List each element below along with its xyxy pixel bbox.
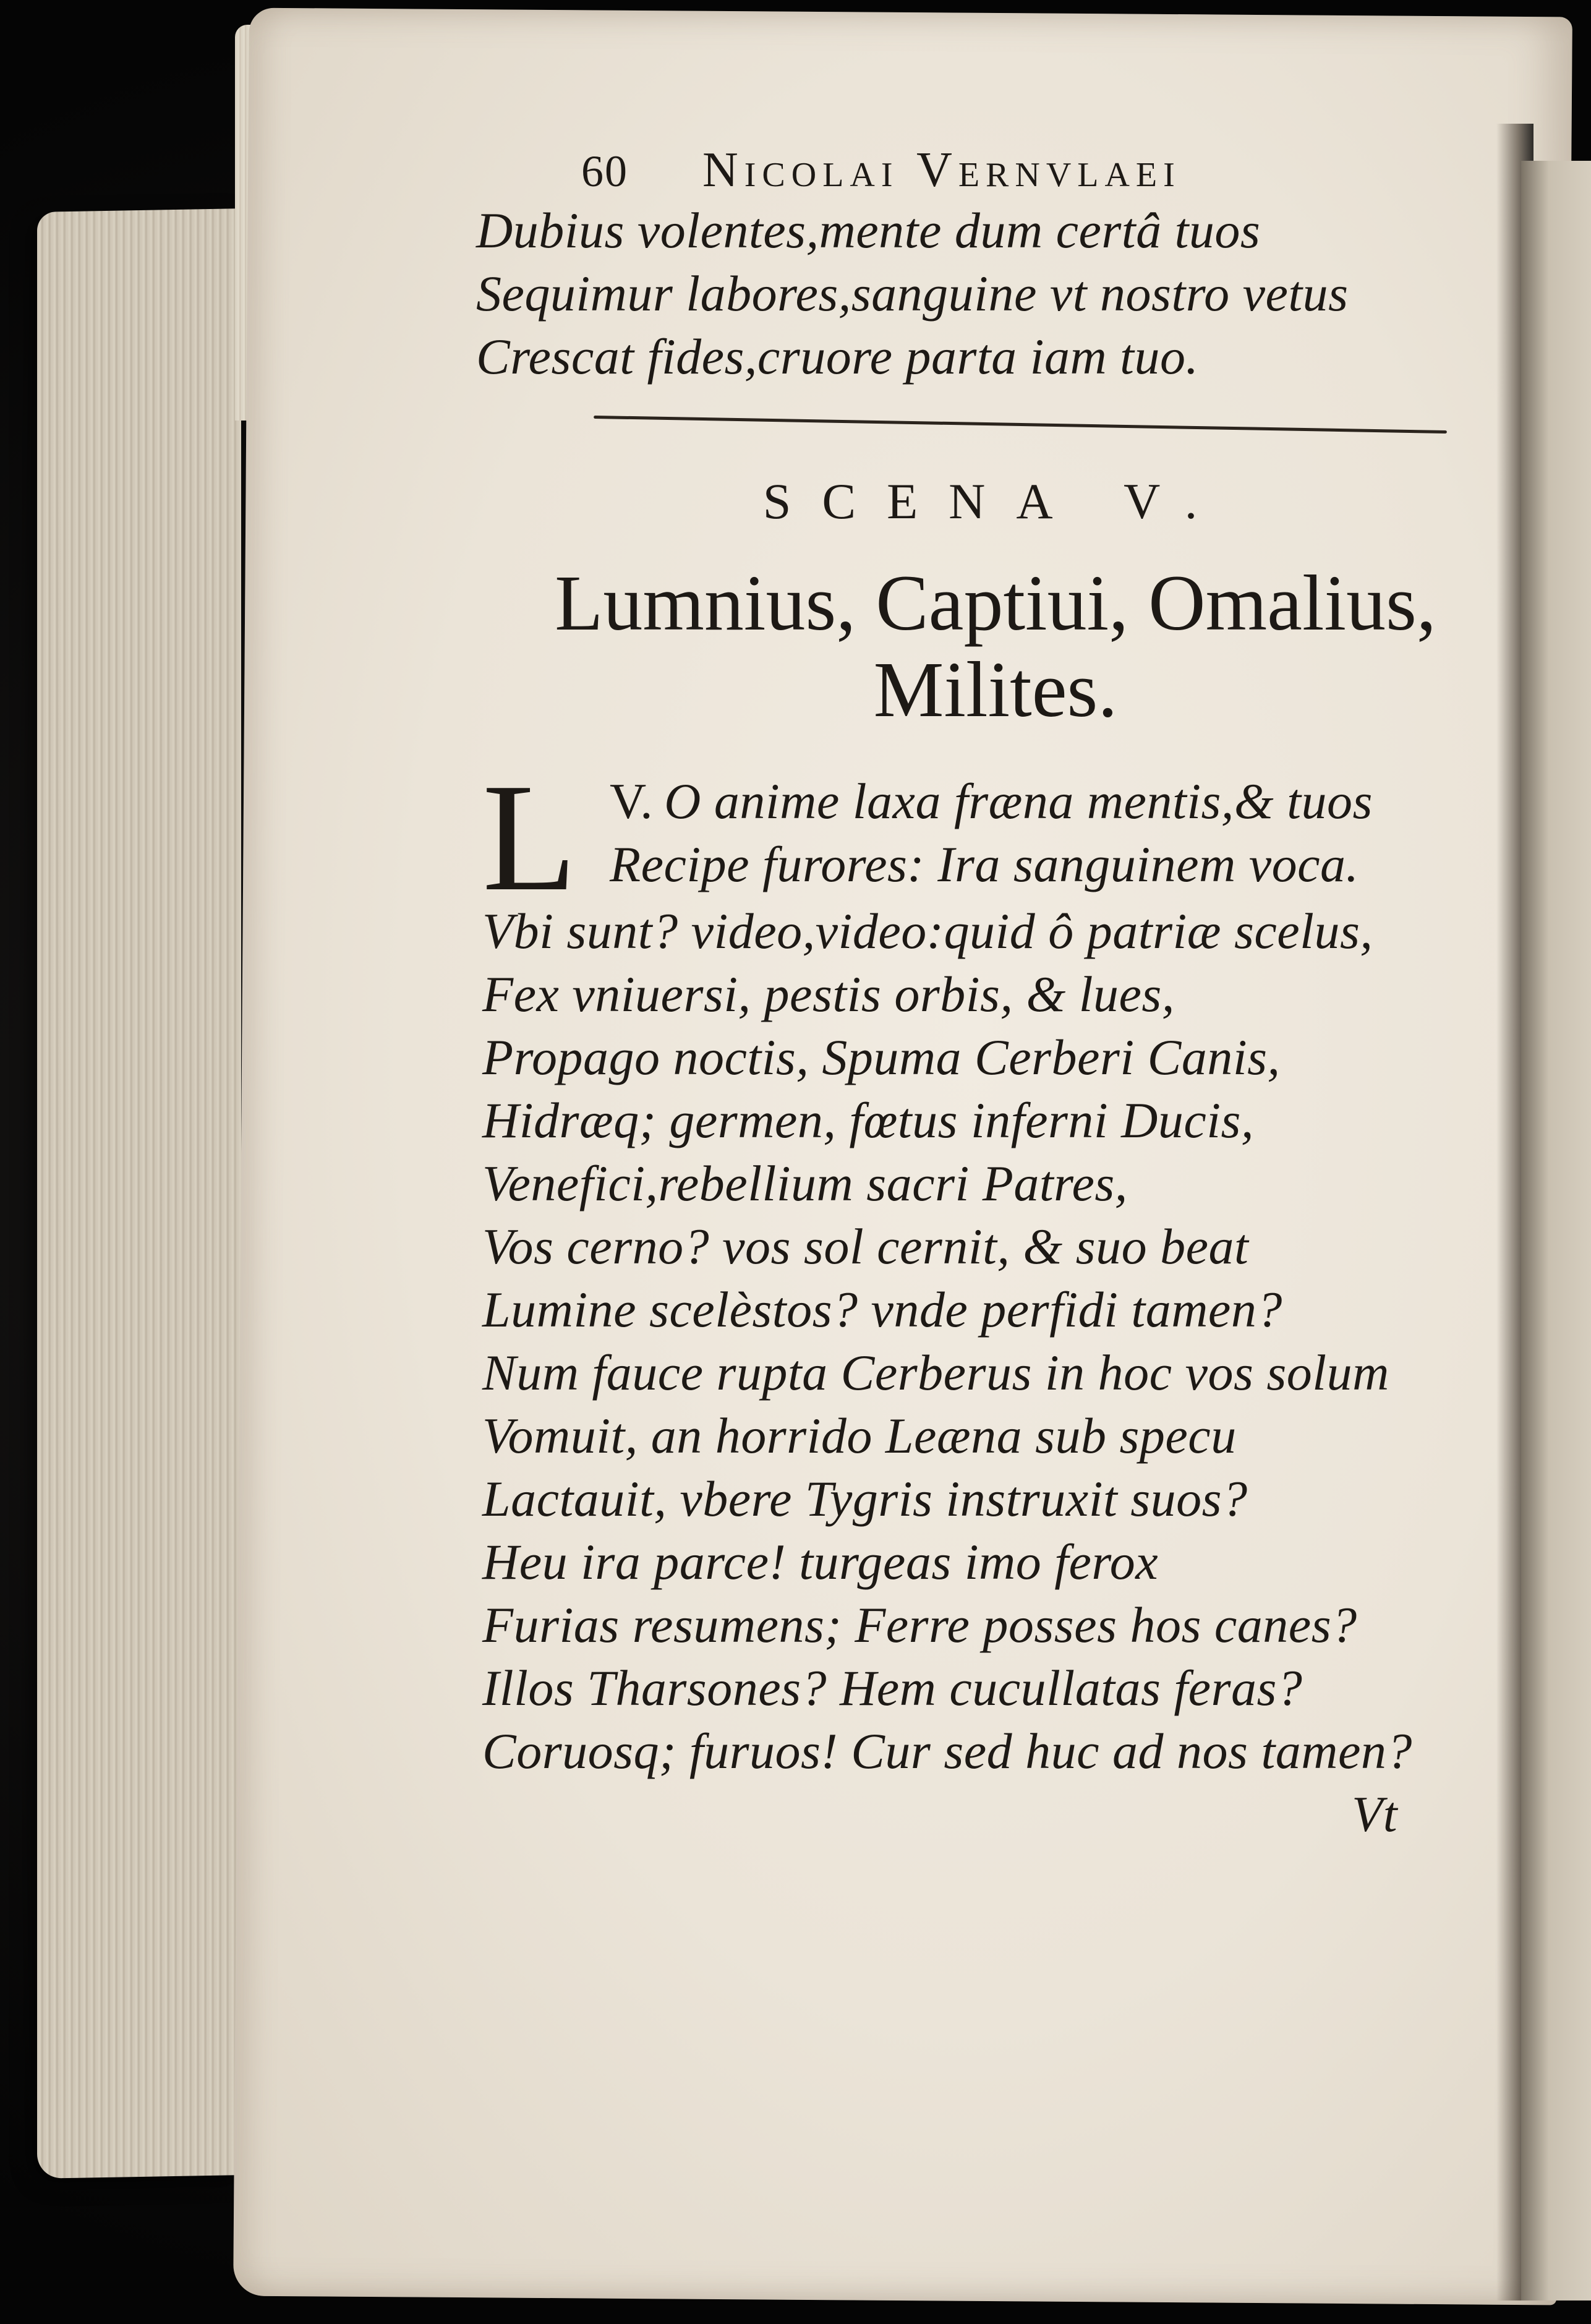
personae-line: Lumnius, Captiui, Omalius, <box>555 559 1436 647</box>
running-head-title: Nicolai Vernvlaei <box>702 143 1181 197</box>
verse-line: Num fauce rupta Cerberus in hoc vos solum <box>482 1344 1389 1401</box>
verse-line: Lactauit, vbere Tygris instruxit suos? <box>482 1471 1248 1527</box>
verse-line: Coruosq; furuos! Cur sed huc ad nos tamen? <box>482 1723 1412 1779</box>
drop-cap: L <box>482 752 577 923</box>
verse-line: Recipe furores: Ira sanguinem voca. <box>610 836 1359 892</box>
catchword: Vt <box>1352 1786 1397 1842</box>
verse-line: Sequimur labores,sanguine vt nostro vetus <box>476 265 1349 322</box>
facing-page-edge <box>1521 161 1591 2301</box>
verse-line: Vomuit, an horrido Leæna sub specu <box>482 1408 1237 1464</box>
top-verse <box>476 199 1478 388</box>
horizontal-rule <box>594 416 1447 434</box>
verse-line: Venefici,rebellium sacri Patres, <box>482 1155 1128 1211</box>
verse-line: Vbi sunt? video,video:quid ô patriæ scelus, <box>482 903 1373 959</box>
verse-line: Heu ira parce! turgeas imo ferox <box>482 1534 1159 1590</box>
page-text <box>476 142 1478 1846</box>
first-lines <box>610 770 1373 896</box>
page-edges-left <box>37 208 241 2179</box>
page-number: 60 <box>581 147 628 196</box>
verse-line: Hidræq; germen, fœtus inferni Ducis, <box>482 1092 1254 1148</box>
verse-line <box>610 770 1373 833</box>
scene-title: SCENA V. <box>762 473 1229 529</box>
verse-line: Dubius volentes,mente dum certâ tuos <box>476 202 1261 258</box>
speech-block <box>482 752 1478 1846</box>
dramatis-personae <box>513 560 1478 733</box>
verse-line: Propago noctis, Spuma Cerberi Canis, <box>482 1029 1281 1085</box>
verse-text: O anime laxa fræna mentis,& tuos <box>664 773 1373 829</box>
opening-lines <box>482 752 1478 923</box>
speaker-label: V. <box>610 773 654 829</box>
verse-line: Lumine scelèstos? vnde perfidi tamen? <box>482 1281 1282 1338</box>
verse-line: Furias resumens; Ferre posses hos canes? <box>482 1597 1357 1653</box>
verse-line: Fex vniuersi, pestis orbis, & lues, <box>482 966 1175 1022</box>
verse-line: Illos Tharsones? Hem cucullatas feras? <box>482 1660 1303 1716</box>
running-head <box>581 142 1478 199</box>
verse-line: Crescat fides,cruore parta iam tuo. <box>476 328 1199 385</box>
personae-line: Milites. <box>873 646 1118 733</box>
verse-line: Vos cerno? vos sol cernit, & suo beat <box>482 1218 1249 1275</box>
